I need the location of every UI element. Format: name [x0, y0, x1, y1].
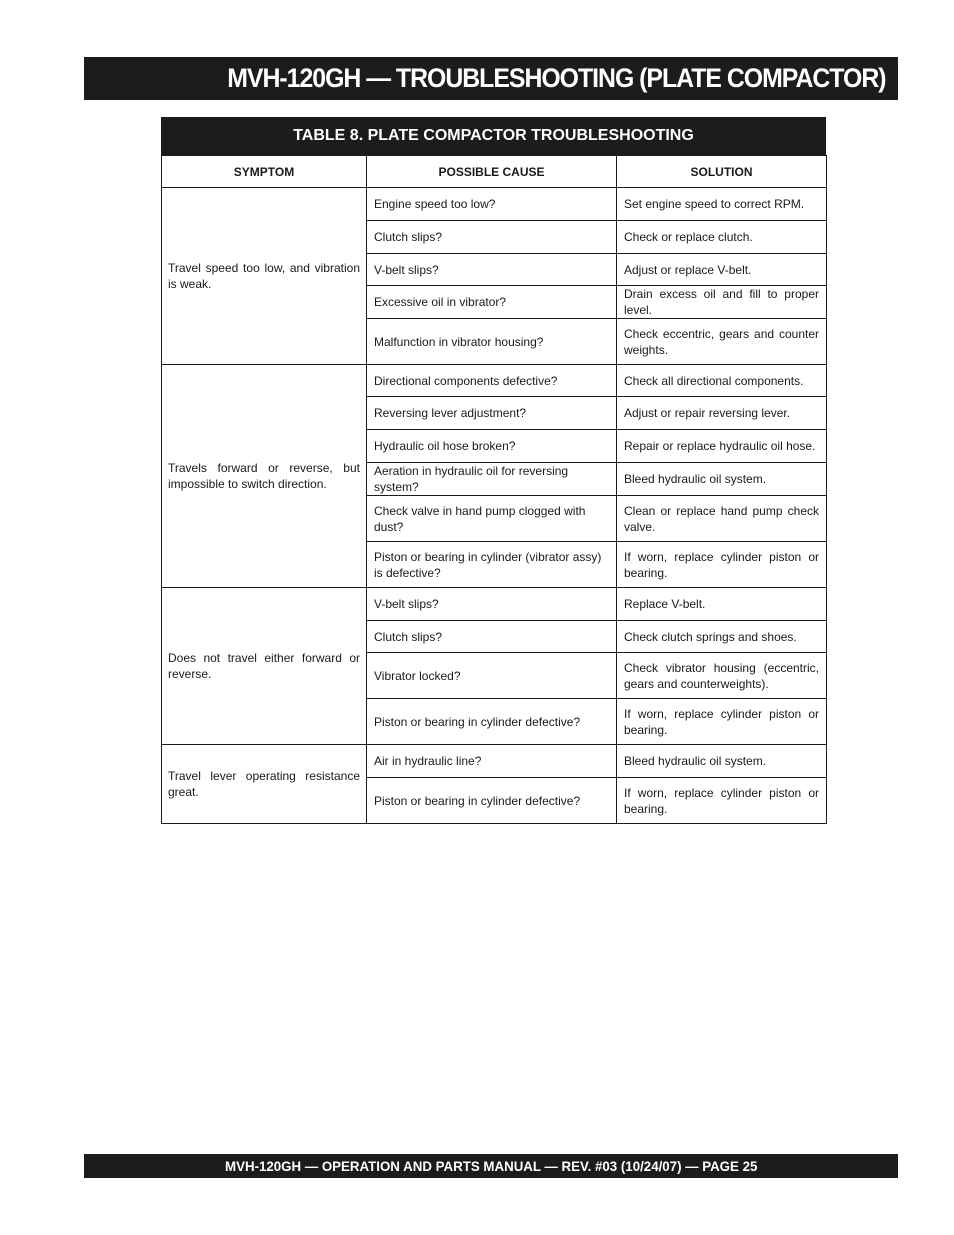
page-title-bar: [84, 57, 898, 100]
possible-cause-cell: Check valve in hand pump clogged with dust?: [367, 496, 617, 542]
table-row: [162, 588, 827, 621]
solution-cell: Check vibrator housing (eccentric, gears and counterweights).: [617, 653, 827, 699]
solution-cell: Set engine speed to correct RPM.: [617, 188, 827, 221]
solution-cell: Replace V-belt.: [617, 588, 827, 621]
solution-cell: If worn, replace cylinder piston or bearing.: [617, 778, 827, 824]
possible-cause-cell: Excessive oil in vibrator?: [367, 286, 617, 319]
table-row: [162, 745, 827, 778]
possible-cause-cell: Vibrator locked?: [367, 653, 617, 699]
possible-cause-cell: V-belt slips?: [367, 254, 617, 286]
solution-cell: If worn, replace cylinder piston or bearing.: [617, 699, 827, 745]
possible-cause-cell: Engine speed too low?: [367, 188, 617, 221]
header-symptom: SYMPTOM: [162, 156, 367, 188]
table-row: [162, 365, 827, 397]
symptom-cell: Travel lever operating resistance great.: [162, 745, 367, 824]
header-solution: SOLUTION: [617, 156, 827, 188]
possible-cause-cell: Aeration in hydraulic oil for reversing system?: [367, 463, 617, 496]
solution-cell: Check clutch springs and shoes.: [617, 621, 827, 653]
footer-text: MVH-120GH — OPERATION AND PARTS MANUAL — REV. #03 (10/24/07) — PAGE 25: [224, 1158, 758, 1174]
possible-cause-cell: Piston or bearing in cylinder (vibrator assy) is defective?: [367, 542, 617, 588]
symptom-cell: Travel speed too low, and vibration is weak.: [162, 188, 367, 365]
possible-cause-cell: Malfunction in vibrator housing?: [367, 319, 617, 365]
solution-cell: Clean or replace hand pump check valve.: [617, 496, 827, 542]
solution-cell: Check eccentric, gears and counter weights.: [617, 319, 827, 365]
troubleshooting-table: [161, 155, 827, 824]
possible-cause-cell: Reversing lever adjustment?: [367, 397, 617, 430]
table-header-row: [162, 156, 827, 188]
table-row: [162, 188, 827, 221]
table-caption: TABLE 8. PLATE COMPACTOR TROUBLESHOOTING: [161, 117, 826, 155]
solution-cell: Adjust or replace V-belt.: [617, 254, 827, 286]
possible-cause-cell: Hydraulic oil hose broken?: [367, 430, 617, 463]
possible-cause-cell: Air in hydraulic line?: [367, 745, 617, 778]
table-body: [162, 188, 827, 824]
solution-cell: Adjust or repair reversing lever.: [617, 397, 827, 430]
possible-cause-cell: Clutch slips?: [367, 221, 617, 254]
solution-cell: Bleed hydraulic oil system.: [617, 745, 827, 778]
solution-cell: Repair or replace hydraulic oil hose.: [617, 430, 827, 463]
solution-cell: Bleed hydraulic oil system.: [617, 463, 827, 496]
symptom-cell: Does not travel either forward or reverse.: [162, 588, 367, 745]
page-title: MVH-120GH — TROUBLESHOOTING (PLATE COMPACTOR): [227, 63, 886, 93]
troubleshooting-table-container: [161, 117, 826, 824]
solution-cell: If worn, replace cylinder piston or bearing.: [617, 542, 827, 588]
solution-cell: Check or replace clutch.: [617, 221, 827, 254]
symptom-cell: Travels forward or reverse, but impossible to switch direction.: [162, 365, 367, 588]
header-possible-cause: POSSIBLE CAUSE: [367, 156, 617, 188]
possible-cause-cell: Piston or bearing in cylinder defective?: [367, 699, 617, 745]
solution-cell: Check all directional components.: [617, 365, 827, 397]
possible-cause-cell: Directional components defective?: [367, 365, 617, 397]
page-footer: [84, 1154, 898, 1178]
possible-cause-cell: Clutch slips?: [367, 621, 617, 653]
possible-cause-cell: Piston or bearing in cylinder defective?: [367, 778, 617, 824]
possible-cause-cell: V-belt slips?: [367, 588, 617, 621]
solution-cell: Drain excess oil and fill to proper level.: [617, 286, 827, 319]
